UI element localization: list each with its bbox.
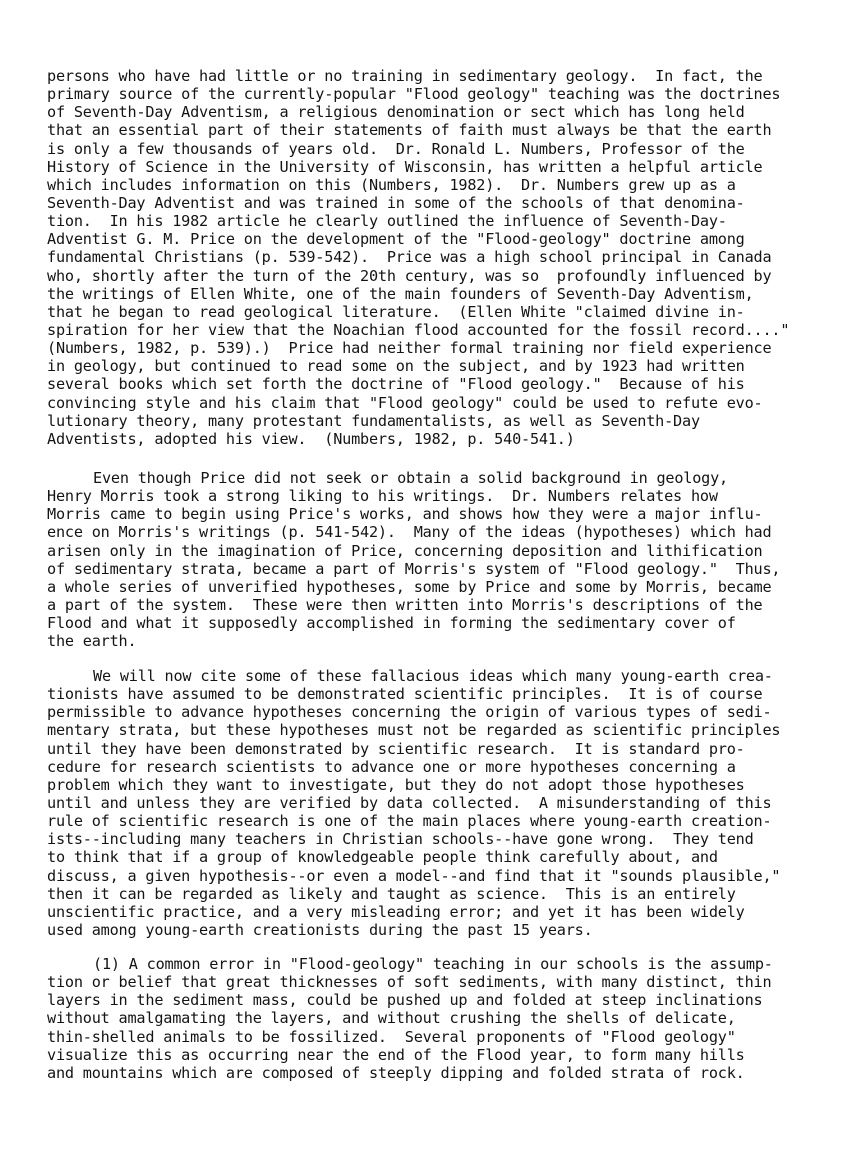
text-line: History of Science in the University of Wisconsin, has written a helpful article	[47, 157, 763, 176]
text-line: which includes information on this (Numbers, 1982). Dr. Numbers grew up as a	[47, 175, 736, 194]
text-line: until they have been demonstrated by scientific research. It is standard pro-	[47, 739, 745, 758]
text-line: of Seventh-Day Adventism, a religious denomination or sect which has long held	[47, 103, 745, 122]
text-line: of sedimentary strata, became a part of Morris's system of "Flood geology." Thus,	[47, 559, 781, 578]
text-line: Seventh-Day Adventist and was trained in some of the schools of that denomina-	[47, 193, 745, 212]
text-line: layers in the sediment mass, could be pushed up and folded at steep inclinations	[47, 991, 763, 1010]
text-line: arisen only in the imagination of Price, concerning deposition and lithification	[47, 541, 763, 560]
text-line: We will now cite some of these fallacious ideas which many young-earth crea-	[93, 667, 773, 685]
text-line: to think that if a group of knowledgeable people think carefully about, and	[47, 848, 718, 867]
text-line: until and unless they are verified by data collected. A misunderstanding of this	[47, 793, 772, 812]
text-line: several books which set forth the doctrine of "Flood geology." Because of his	[47, 375, 745, 394]
text-line: rule of scientific research is one of the main places where young-earth creation-	[47, 812, 772, 831]
text-line: visualize this as occurring near the end of the Flood year, to form many hills	[47, 1045, 745, 1064]
text-line: Henry Morris took a strong liking to his writings. Dr. Numbers relates how	[47, 487, 718, 506]
text-line: permissible to advance hypotheses concerning the origin of various types of sedi-	[47, 703, 772, 722]
text-line: discuss, a given hypothesis--or even a model--and find that it "sounds plausible,"	[47, 866, 781, 885]
text-line: persons who have had little or no training in sedimentary geology. In fact, the	[47, 67, 763, 85]
text-line: used among young-earth creationists during the past 15 years.	[47, 920, 593, 939]
text-line: that he began to read geological literature. (Ellen White "claimed divine in-	[47, 302, 745, 321]
paragraph-4	[47, 955, 837, 1082]
text-line: tion. In his 1982 article he clearly outlined the influence of Seventh-Day-	[47, 212, 727, 231]
text-line: (Numbers, 1982, p. 539).) Price had neither formal training nor field experience	[47, 339, 772, 358]
paragraph-3	[47, 667, 837, 939]
text-line: who, shortly after the turn of the 20th century, was so profoundly influenced by	[47, 266, 772, 285]
text-line: Adventists, adopted his view. (Numbers, 1982, p. 540-541.)	[47, 429, 575, 448]
text-line: cedure for research scientists to advance one or more hypotheses concerning a	[47, 757, 736, 776]
text-line: a whole series of unverified hypotheses, some by Price and some by Morris, became	[47, 577, 772, 596]
text-line: ists--including many teachers in Christian schools--have gone wrong. They tend	[47, 830, 754, 849]
text-line: the writings of Ellen White, one of the main founders of Seventh-Day Adventism,	[47, 284, 754, 303]
text-line: problem which they want to investigate, but they do not adopt those hypotheses	[47, 775, 745, 794]
text-line: a part of the system. These were then written into Morris's descriptions of the	[47, 595, 763, 614]
text-line: (1) A common error in "Flood-geology" teaching in our schools is the assump-	[93, 955, 773, 973]
text-line: thin-shelled animals to be fossilized. Several proponents of "Flood geology"	[47, 1027, 736, 1046]
text-line: primary source of the currently-popular "Flood geology" teaching was the doctrines	[47, 85, 781, 104]
paragraph-1	[47, 67, 837, 448]
text-line: Flood and what it supposedly accomplished in forming the sedimentary cover of	[47, 614, 736, 633]
text-line: unscientific practice, and a very misleading error; and yet it has been widely	[47, 902, 745, 921]
text-line: tionists have assumed to be demonstrated scientific principles. It is of course	[47, 685, 763, 704]
text-line: is only a few thousands of years old. Dr. Ronald L. Numbers, Professor of the	[47, 139, 745, 158]
text-line: ence on Morris's writings (p. 541-542). Many of the ideas (hypotheses) which had	[47, 523, 772, 542]
text-line: tion or belief that great thicknesses of soft sediments, with many distinct, thin	[47, 973, 772, 992]
text-line: convincing style and his claim that "Flood geology" could be used to refute evo-	[47, 393, 763, 412]
text-line: fundamental Christians (p. 539-542). Price was a high school principal in Canada	[47, 248, 772, 267]
text-line: Adventist G. M. Price on the development of the "Flood-geology" doctrine among	[47, 230, 745, 249]
text-line: without amalgamating the layers, and without crushing the shells of delicate,	[47, 1009, 736, 1028]
text-line: the earth.	[47, 632, 137, 651]
text-line: and mountains which are composed of steeply dipping and folded strata of rock.	[47, 1063, 745, 1082]
text-line: lutionary theory, many protestant fundamentalists, as well as Seventh-Day	[47, 411, 700, 430]
paragraph-2	[47, 469, 837, 650]
text-line: mentary strata, but these hypotheses must not be regarded as scientific principles	[47, 721, 781, 740]
text-line: Morris came to begin using Price's works, and shows how they were a major influ-	[47, 505, 763, 524]
text-line: Even though Price did not seek or obtain a solid background in geology,	[93, 469, 728, 487]
text-line: spiration for her view that the Noachian flood accounted for the fossil record...."	[47, 320, 790, 339]
text-line: that an essential part of their statements of faith must always be that the earth	[47, 121, 772, 140]
text-line: in geology, but continued to read some on the subject, and by 1923 had written	[47, 357, 745, 376]
text-line: then it can be regarded as likely and taught as science. This is an entirely	[47, 884, 736, 903]
